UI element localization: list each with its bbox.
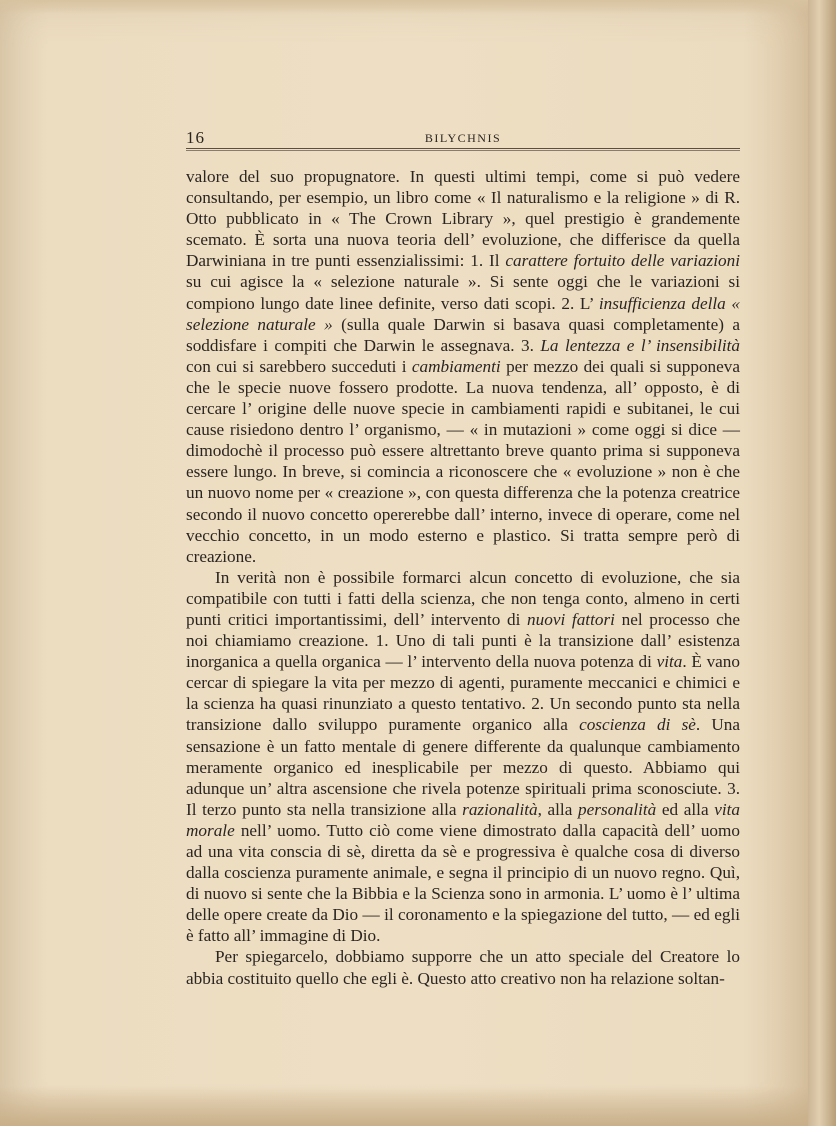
page-edge: [808, 0, 836, 1126]
italic-run: personalità: [577, 799, 657, 819]
text-run: , alla: [537, 799, 578, 819]
header-rule: [186, 148, 740, 151]
italic-run: La lentezza e l’ insensibilità: [540, 335, 740, 355]
text-run: nell’ uomo. Tutto ciò come viene dimostrato dalla capacità dell’ uomo ad una vita conscia di sè, diretta da sè e progressiva è qualche cosa di diverso dalla coscienza puramente animale, e segna il principio di un nuovo regno. Quì, di nuovo si sente che la Bibbia e la Scienza sono in armonia. L’ uomo è l’ ultima delle opere create da Dio — il coronamento e la spiegazione del tutto, — ed egli è fatto all’ immagine di Dio.: [186, 820, 740, 946]
italic-run: cambiamenti: [411, 356, 501, 376]
paragraph: [186, 946, 740, 988]
text-run: per mezzo dei quali si supponeva che le specie nuove fossero prodotte. La nuova tendenza, all’ opposto, è di cercare l’ origine delle nuove specie in cambiamenti rapidi e subitanei, le cui cause risiedono dentro l’ organismo, — « in mutazioni » come oggi si dice — dimodochè il processo può essere altrettanto breve quanto prima si supponeva essere lungo. In breve, si comincia a riconoscere che « evoluzione » non è che un nuovo nome per « creazione », con questa differenza che la potenza creatrice secondo il nuovo concetto opererebbe dall’ interno, invece di operare, come nel vecchio concetto, in un modo esterno e plastico. Si tratta sempre però di creazione.: [186, 356, 740, 566]
paragraph: [186, 567, 740, 947]
italic-run: insufficienza della « selezione naturale »: [186, 293, 740, 334]
body-text: [186, 166, 740, 989]
text-run: con cui si sarebbero succeduti i: [186, 356, 412, 376]
italic-run: vita morale: [186, 799, 740, 840]
italic-run: coscienza di sè: [579, 715, 696, 735]
running-head: BILYCHNIS: [424, 131, 502, 145]
italic-run: carattere fortuito delle variazioni: [505, 251, 740, 271]
page-number: 16: [186, 128, 205, 147]
paragraph: [186, 166, 740, 567]
italic-run: nuovi fattori: [527, 609, 615, 629]
italic-run: razionalità: [462, 799, 538, 819]
text-run: valore del suo propugnatore. In questi ultimi tempi, come si può vedere consultando, per esempio, un libro come « Il naturalismo e la religione » di R. Otto pubblicato in « The Crown Library », quel prestigio è grandemente scemato. È sorta una nuova teoria dell’ evoluzione, che differisce da quella Darwiniana in tre punti essenzialissimi: 1. Il: [186, 167, 740, 271]
text-run: Per spiegarcelo, dobbiamo supporre che un atto speciale del Creatore lo abbia costituito quello che egli è. Questo atto creativo non ha relazione soltan-: [186, 947, 740, 988]
text-run: . È vano cercar di spiegare la vita per mezzo di agenti, puramente meccanici e chimici e la scienza ha quasi rinunziato a questo tentativo. 2. Un secondo punto sta nella transizione dallo sviluppo puramente organico alla: [186, 652, 740, 735]
text-run: su cui agisce la « selezione naturale ». Si sente oggi che le variazioni si compiono lungo date linee definite, verso dati scopi. 2. L’: [186, 272, 740, 313]
text-run: nel processo che noi chiamiamo creazione. 1. Uno di tali punti è la transizione dall’ esistenza inorganica a quella organica — l’ intervento della nuova potenza di: [186, 609, 740, 672]
text-run: . Una sensazione è un fatto mentale di genere differente da qualunque cambiamento meramente organico ed inesplicabile per mezzo di questo. Abbiamo qui adunque un’ altra ascensione che rivela potenze spirituali prima sconosciute. 3. Il terzo punto sta nella transizione alla: [186, 715, 740, 819]
text-run: (sulla quale Darwin si basava quasi completamente) a soddisfare i compiti che Darwin le assegnava. 3.: [186, 314, 740, 355]
text-run: ed alla: [656, 799, 715, 819]
italic-run: vita: [656, 652, 683, 672]
text-run: In verità non è possibile formarci alcun concetto di evoluzione, che sia compatibile con tutti i fatti della scienza, che non tenga conto, almeno in certi punti critici importantissimi, dell’ intervento di: [186, 567, 740, 629]
